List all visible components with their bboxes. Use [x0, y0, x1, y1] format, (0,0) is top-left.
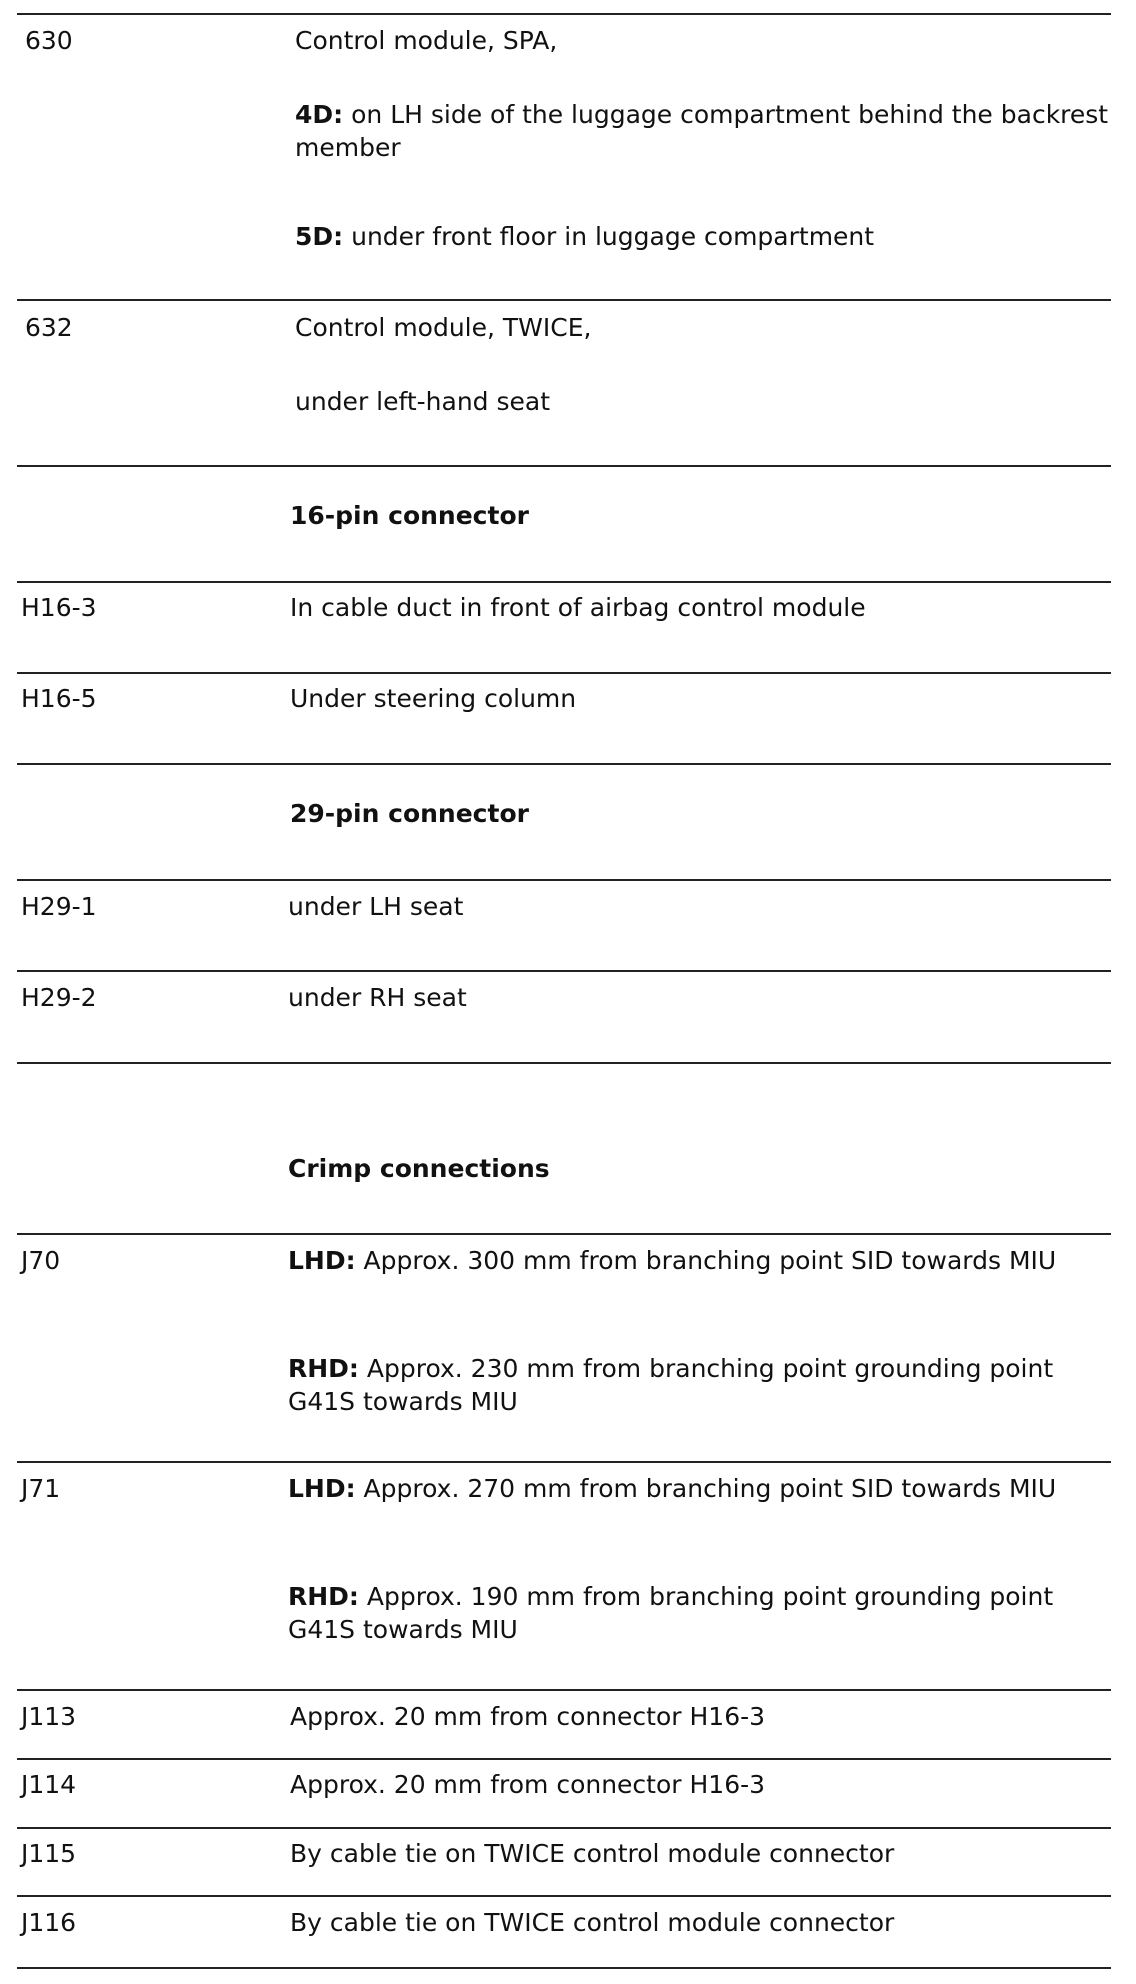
section-heading-16-pin: 16-pin connector — [290, 501, 529, 530]
row-divider — [17, 1461, 1111, 1463]
crimp-location-rhd — [288, 1580, 1108, 1646]
crimp-code: J115 — [21, 1839, 77, 1868]
variant-label: 5D: — [295, 222, 344, 251]
crimp-location-lhd — [288, 1472, 1108, 1505]
row-divider — [17, 299, 1111, 301]
connector-code: H16-3 — [21, 593, 97, 622]
variant-label: 4D: — [295, 100, 344, 129]
row-divider — [17, 763, 1111, 765]
row-divider — [17, 1967, 1111, 1969]
crimp-code: J116 — [21, 1908, 77, 1937]
component-code: 630 — [25, 26, 73, 55]
variant-label: LHD: — [288, 1474, 356, 1503]
row-divider — [17, 465, 1111, 467]
row-divider — [17, 1689, 1111, 1691]
variant-text: Approx. 230 mm from branching point grounding point G41S towards MIU — [288, 1354, 1054, 1416]
row-divider — [17, 1062, 1111, 1064]
crimp-location-rhd — [288, 1352, 1108, 1418]
row-divider — [17, 672, 1111, 674]
location-4d — [295, 98, 1115, 164]
crimp-code: J114 — [21, 1770, 77, 1799]
row-divider — [17, 879, 1111, 881]
component-title: Control module, TWICE, — [295, 313, 592, 342]
row-divider — [17, 1827, 1111, 1829]
row-divider — [17, 1758, 1111, 1760]
variant-text: on LH side of the luggage compartment behind the backrest member — [295, 100, 1109, 162]
connector-code: H16-5 — [21, 684, 97, 713]
row-divider — [17, 581, 1111, 583]
row-divider — [17, 1895, 1111, 1897]
section-heading-29-pin: 29-pin connector — [290, 799, 529, 828]
location-text: under left-hand seat — [295, 387, 551, 416]
variant-text: Approx. 190 mm from branching point grounding point G41S towards MIU — [288, 1582, 1054, 1644]
variant-label: RHD: — [288, 1582, 359, 1611]
variant-text: Approx. 300 mm from branching point SID towards MIU — [355, 1246, 1057, 1275]
variant-label: LHD: — [288, 1246, 356, 1275]
component-code: 632 — [25, 313, 73, 342]
row-divider — [17, 970, 1111, 972]
variant-text: Approx. 270 mm from branching point SID towards MIU — [355, 1474, 1057, 1503]
crimp-code: J71 — [21, 1474, 61, 1503]
crimp-location: Approx. 20 mm from connector H16-3 — [290, 1702, 766, 1731]
component-title: Control module, SPA, — [295, 26, 558, 55]
crimp-code: J70 — [21, 1246, 61, 1275]
connector-location: under LH seat — [288, 892, 464, 921]
row-divider — [17, 13, 1111, 15]
variant-label: RHD: — [288, 1354, 359, 1383]
connector-location: Under steering column — [290, 684, 577, 713]
crimp-location-lhd — [288, 1244, 1108, 1277]
connector-code: H29-2 — [21, 983, 97, 1012]
crimp-location: By cable tie on TWICE control module connector — [290, 1908, 895, 1937]
connector-location: In cable duct in front of airbag control module — [290, 593, 866, 622]
crimp-location: Approx. 20 mm from connector H16-3 — [290, 1770, 766, 1799]
section-heading-crimp: Crimp connections — [288, 1154, 550, 1183]
connector-code: H29-1 — [21, 892, 97, 921]
crimp-location: By cable tie on TWICE control module connector — [290, 1839, 895, 1868]
row-divider — [17, 1233, 1111, 1235]
crimp-code: J113 — [21, 1702, 77, 1731]
connector-location: under RH seat — [288, 983, 467, 1012]
variant-text: under front floor in luggage compartment — [343, 222, 875, 251]
location-5d — [295, 220, 874, 253]
